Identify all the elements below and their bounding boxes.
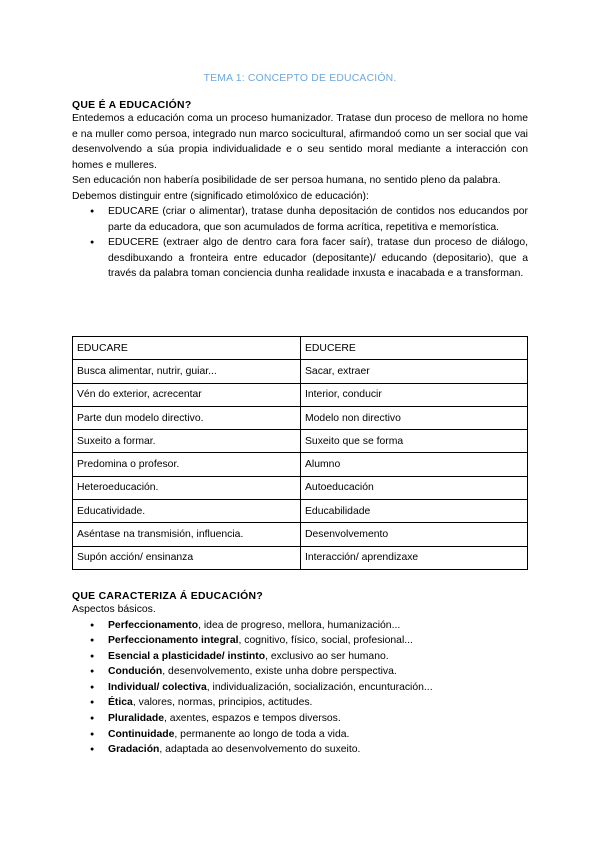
- table-cell: Suxeito que se forma: [301, 430, 528, 453]
- table-cell: Supón acción/ ensinanza: [73, 546, 301, 569]
- table-cell: Interior, conducir: [301, 383, 528, 406]
- section-education-characteristics: [72, 591, 528, 758]
- table-cell: Desenvolvemento: [301, 523, 528, 546]
- item-description: , valores, normas, principios, actitudes.: [132, 697, 313, 709]
- item-term: Perfeccionamento integral: [108, 635, 239, 647]
- item-term: Continuidade: [108, 728, 175, 740]
- section1-paragraph-2: Sen educación non habería posibilidade de ser persoa humana, no sentido pleno da palabra.: [72, 175, 501, 186]
- item-term: Condución: [108, 666, 163, 678]
- item-description: , desenvolvemento, existe unha dobre perspectiva.: [162, 666, 397, 678]
- table-row: [73, 383, 528, 406]
- section1-paragraph-1: Entedemos a educación coma un proceso humanizador. Tratase dun proceso de mellora no home e na muller como persoa, integrado nun marco socicultural, afirmandoó como un ser social que vai desenvolvendo a súa propia individualidade e o seu sentido moral mediante a interacción con homes e mulleres.: [72, 113, 528, 171]
- item-description: , permanente ao longo de toda a vida.: [174, 728, 350, 740]
- list-item: [72, 664, 528, 680]
- list-item: [72, 742, 528, 758]
- table-row: [73, 406, 528, 429]
- list-item: [72, 695, 528, 711]
- item-description: , idea de progreso, mellora, humanización...: [198, 619, 401, 631]
- table-cell: Suxeito a formar.: [73, 430, 301, 453]
- table-row: [73, 546, 528, 569]
- bullet-text: ● EDUCERE (extraer algo de dentro cara fora facer saír), tratase dun proceso de diálogo, desdibuxando a fronteira entre educador (depositante)/ educando (depositario), que a través da palabra toman conciencia dunha realidade inxusta e inacabada e a transforman.: [108, 237, 528, 279]
- table-row: [73, 523, 528, 546]
- list-item: [72, 204, 528, 235]
- item-description: , cognitivo, físico, social, profesional...: [238, 635, 413, 647]
- list-item: [72, 680, 528, 696]
- list-item: [72, 235, 528, 282]
- bullet-text: ● EDUCARE (criar o alimentar), tratase dunha depositación de contidos nos educandos por parte da educadora, que son acumulados de forma acrítica, repetitiva e memorística.: [108, 206, 528, 233]
- table-cell: Busca alimentar, nutrir, guiar...: [73, 360, 301, 383]
- table-cell: Aséntase na transmisión, influencia.: [73, 523, 301, 546]
- table-cell: Predomina o profesor.: [73, 453, 301, 476]
- item-term: Esencial a plasticidade/ instinto: [108, 650, 266, 662]
- table-row: [73, 453, 528, 476]
- section1-paragraph-3: Debemos distinguir entre (significado etimolóxico de educación):: [72, 190, 369, 202]
- table-row: [73, 360, 528, 383]
- table-cell: Alumno: [301, 453, 528, 476]
- table-header-row: [73, 337, 528, 360]
- table-cell: Parte dun modelo directivo.: [73, 406, 301, 429]
- item-term: Gradación: [108, 744, 160, 756]
- characteristics-list: [72, 618, 528, 758]
- item-description: , adaptada ao desenvolvemento do suxeito.: [159, 744, 361, 756]
- list-item: [72, 649, 528, 665]
- etymology-list: [72, 204, 528, 282]
- list-item: [72, 618, 528, 634]
- list-item: [72, 711, 528, 727]
- section2-heading: QUE CARACTERIZA Á EDUCACIÓN?: [72, 591, 264, 602]
- item-description: , exclusivo ao ser humano.: [265, 650, 389, 662]
- section2-intro: Aspectos básicos.: [72, 604, 156, 615]
- item-term: Pluralidade: [108, 713, 165, 725]
- table-row: [73, 430, 528, 453]
- list-item: [72, 727, 528, 743]
- table-cell: Heteroeducación.: [73, 476, 301, 499]
- item-term: Ética: [108, 697, 133, 709]
- table-cell: Modelo non directivo: [301, 406, 528, 429]
- item-description: , individualización, socialización, encunturación...: [206, 681, 433, 693]
- table-header-cell: EDUCERE: [301, 337, 528, 360]
- section1-heading: QUE É A EDUCACIÓN?: [72, 100, 192, 111]
- table-cell: Educatividade.: [73, 500, 301, 523]
- table-row: [73, 500, 528, 523]
- document-title: TEMA 1: CONCEPTO DE EDUCACIÓN.: [203, 73, 397, 84]
- table-row: [73, 476, 528, 499]
- section-what-is-education: [72, 100, 528, 282]
- table-cell: Educabilidade: [301, 500, 528, 523]
- list-item: [72, 633, 528, 649]
- table-cell: Sacar, extraer: [301, 360, 528, 383]
- table-cell: Autoeducación: [301, 476, 528, 499]
- item-term: Perfeccionamento: [108, 619, 199, 631]
- item-description: , axentes, espazos e tempos diversos.: [164, 713, 341, 725]
- item-term: Individual/ colectiva: [108, 681, 207, 693]
- table-cell: Interacción/ aprendizaxe: [301, 546, 528, 569]
- educare-educere-table: [72, 336, 528, 570]
- table-cell: Vén do exterior, acrecentar: [73, 383, 301, 406]
- table-header-cell: EDUCARE: [73, 337, 301, 360]
